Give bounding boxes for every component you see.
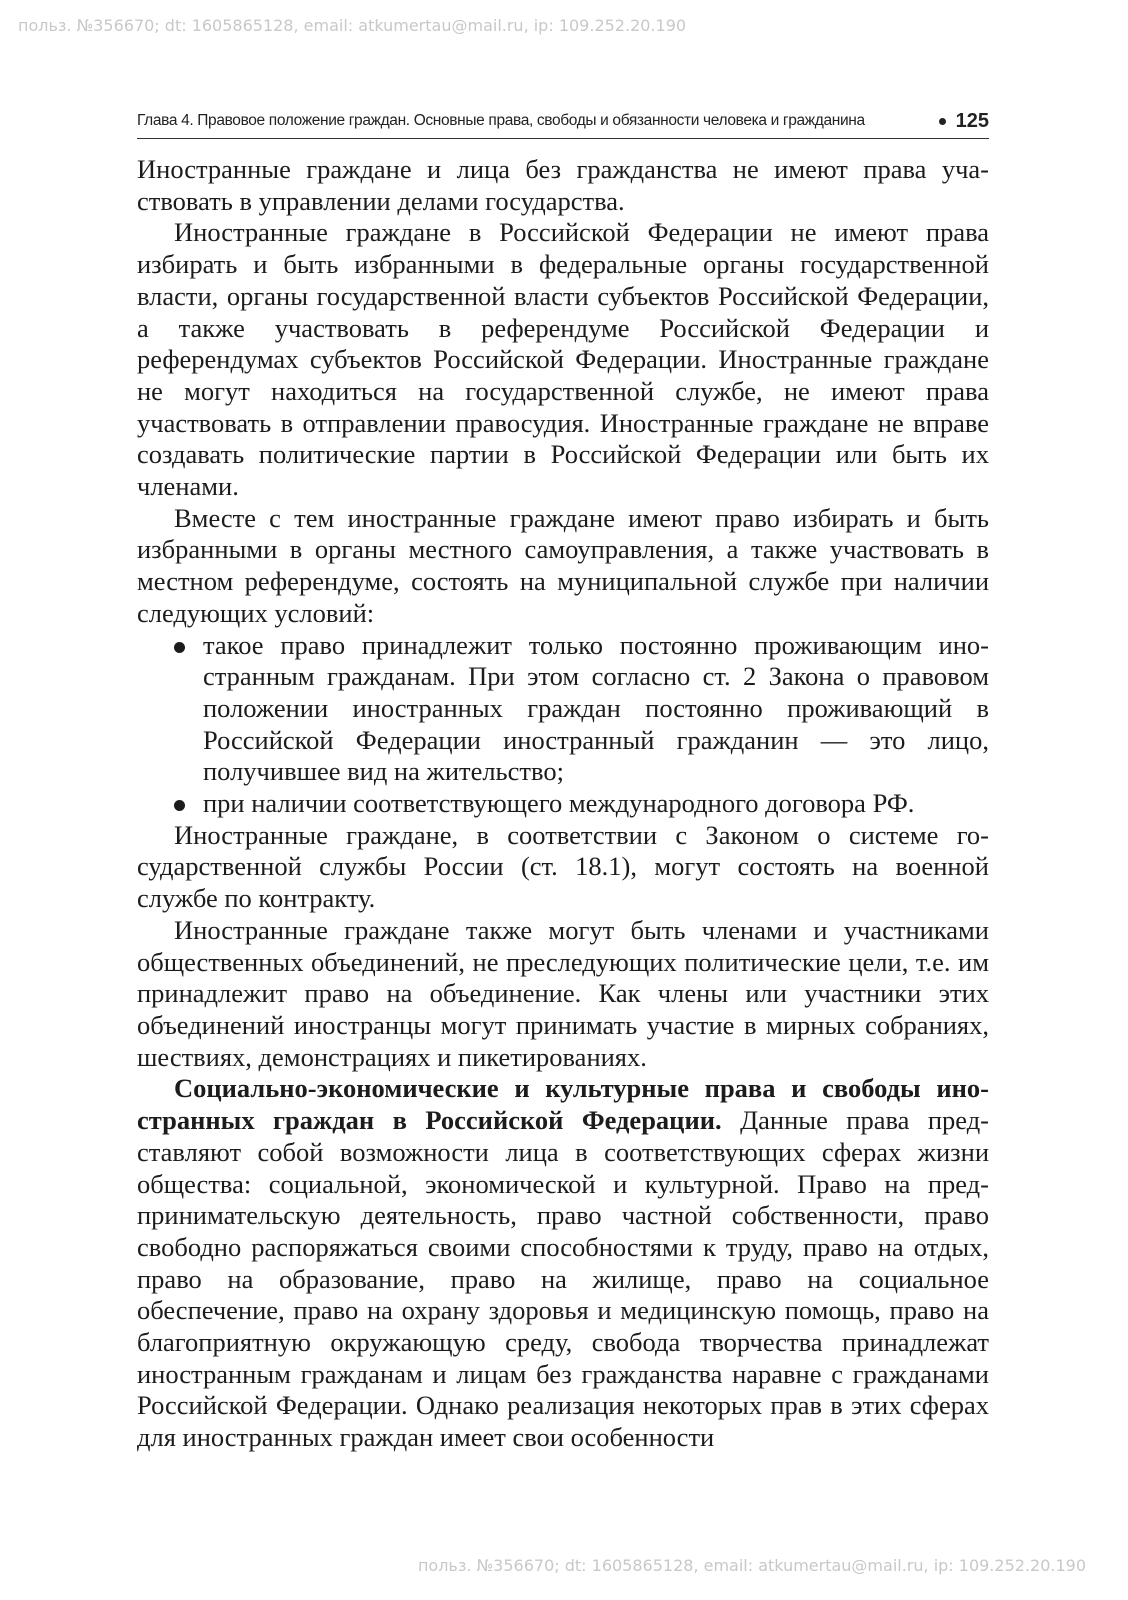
list-item: при наличии соответствующего международного договора РФ. <box>203 788 989 820</box>
running-header <box>137 104 989 139</box>
page-number: 125 <box>955 109 989 132</box>
watermark-top: польз. №356670; dt: 1605865128, email: atkumertau@mail.ru, ip: 109.252.20.190 <box>18 16 687 35</box>
bullet-icon <box>939 118 946 125</box>
list-item: такое право принадлежит только постоянно проживающим иностранным гражданам. При этом согласно ст. 2 Закона о правовом положении иностранных граждан постоянно проживающий в Российской Федерации иностранный гражданин — это лицо, получившее вид на жительство; <box>203 629 989 787</box>
paragraph-1: Иностранные граждане и лица без гражданства не имеют права участвовать в управлении делами государства. <box>137 154 989 216</box>
conditions-list <box>137 630 989 820</box>
paragraph-2: Иностранные граждане в Российской Федерации не имеют права избирать и быть избранными в федеральные органы государственной власти, органы государственной власти субъектов Российской Федерации, а также участвовать в референдуме Российской Федерации и референдумах субъектов Российской Федерации. Иностранные граждане не могут находиться на государственной службе, не имеют права участвовать в отправлении правосудия. Иностранные граждане не вправе создавать политические партии в Российской Федерации или быть их членами. <box>137 217 989 502</box>
paragraph-6 <box>137 1073 989 1453</box>
paragraph-6-text: Данные права представляют собой возможности лица в соответствующих сферах жизни общества: социальной, экономической и культурной. Право на предпринимательскую деятельность, право частной собственности, право свободно распоряжаться своими способностями к труду, право на отдых, право на образование, право на жилище, право на социальное обеспечение, право на охрану здоровья и медицинскую помощь, право на благоприятную окружающую среду, свобода творчества принадлежат иностранным гражданам и лицам без гражданства наравне с гражданами Российской Федерации. Однако реализация некоторых прав в этих сферах для иностранных граждан имеет свои особенности <box>137 1105 989 1453</box>
page-number-group <box>939 110 989 133</box>
paragraph-3: Вместе с тем иностранные граждане имеют право избирать и быть избранными в органы местного самоуправления, а также участвовать в местном референдуме, состоять на муниципальной службе при наличии следующих условий: <box>137 502 989 628</box>
paragraph-4: Иностранные граждане, в соответствии с Законом о системе государственной службы России (ст. 18.1), могут состоять на военной службе по контракту. <box>137 819 989 914</box>
paragraph-5: Иностранные граждане также могут быть членами и участниками общественных объединений, не преследующих политические цели, т.е. им принадлежит право на объединение. Как члены или участники этих объединений иностранцы могут принимать участие в мирных собраниях, шествиях, демонстрациях и пикетированиях. <box>137 914 989 1072</box>
watermark-bottom: польз. №356670; dt: 1605865128, email: atkumertau@mail.ru, ip: 109.252.20.190 <box>417 1556 1086 1575</box>
section-heading: Социально-экономические и культурные права и свободы иностранных граждан в Российской Федерации. <box>137 1073 989 1136</box>
body-text <box>137 154 989 1454</box>
chapter-title: Глава 4. Правовое положение граждан. Основные права, свободы и обязанности человека и гражданина <box>137 112 865 129</box>
